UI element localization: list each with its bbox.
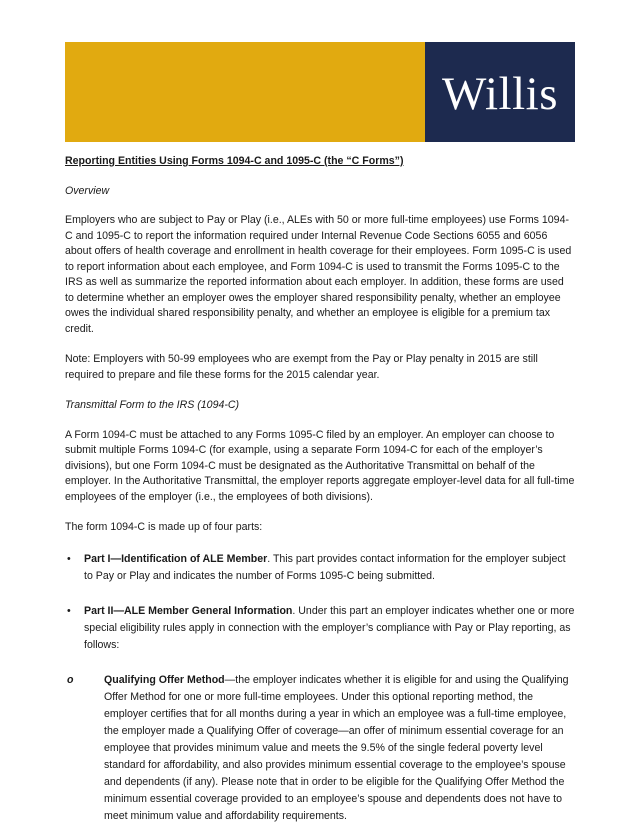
list-item-heading: Part I—Identification of ALE Member bbox=[84, 552, 268, 565]
bullet-icon: • bbox=[67, 604, 71, 617]
bullet-icon: • bbox=[67, 552, 71, 565]
transmittal-heading: Transmittal Form to the IRS (1094-C) bbox=[65, 399, 240, 411]
sub-bullet-icon: o bbox=[67, 673, 74, 686]
document-body bbox=[65, 154, 575, 825]
parts-intro: The form 1094-C is made up of four parts: bbox=[65, 521, 263, 533]
transmittal-paragraph: A Form 1094-C must be attached to any Forms 1095-C filed by an employer. An employer can choose to submit multiple Forms 1094-C (for example, using a separate Form 1094-C for each of the employer’s divisions), but one Form 1094-C must be designated as the Authoritative Transmittal on behalf of the employer. In the Authoritative Transmittal, the employer reports aggregate employer-level data for all full-time employees of the employer (i.e., the employees of both divisions). bbox=[65, 428, 575, 503]
sub-list-item-heading: Qualifying Offer Method bbox=[104, 673, 225, 686]
sub-list-item bbox=[65, 672, 575, 825]
overview-heading: Overview bbox=[65, 184, 110, 197]
list-item bbox=[65, 603, 575, 654]
sub-list-item-text: —the employer indicates whether it is eligible for and using the Qualifying Offer Method for one or more full-time employees. Under this optional reporting method, the employer certifies that for all months during a year in which an employee was a full-time employee, the employer made a Qualifying Offer of coverage—an offer of minimum essential coverage for an employee that provides minimum value and meets the 9.5% of the single federal poverty level standard for affordability, and also provides minimum essential coverage to the employee’s spouse and dependents (if any). Please note that in order to be eligible for the Qualifying Offer Method the minimum essential coverage provided to an employee’s spouse and dependents does not have to meet minimum value and affordability requirements. bbox=[104, 673, 569, 822]
list-item-text: . This part provides contact information for the employer subject to Pay or Play and indicates the number of Forms 1095-C being submitted. bbox=[84, 552, 566, 582]
list-item-text: . Under this part an employer indicates whether one or more special eligibility rules apply in connection with the employer’s compliance with Pay or Play reporting, as follows: bbox=[84, 604, 575, 651]
note-paragraph: Note: Employers with 50-99 employees who are exempt from the Pay or Play penalty in 2015 are still required to prepare and file these forms for the 2015 calendar year. bbox=[65, 353, 538, 381]
list-item-heading: Part II—ALE Member General Information bbox=[84, 604, 293, 617]
list-item bbox=[65, 551, 575, 585]
logo bbox=[425, 42, 575, 142]
overview-paragraph: Employers who are subject to Pay or Play (i.e., ALEs with 50 or more full-time employees) use Forms 1094-C and 1095-C to report the information required under Internal Revenue Code Sections 6055 and 6056 about offers of health coverage and enrollment in health coverage for their employees. Form 1095-C is used to report information about each employee, and Form 1094-C is used to transmit the Forms 1095-C to the IRS as well as summarize the reported information about each employer. In addition, these forms are used to determine whether an employer owes the employer shared responsibility penalty, whether an employee owes the individual shared responsibility penalty, and whether an employee is eligible for a premium tax credit. bbox=[65, 214, 572, 335]
logo-text: Willis bbox=[441, 67, 558, 120]
document-title: Reporting Entities Using Forms 1094-C and 1095-C (the “C Forms”) bbox=[65, 155, 404, 167]
